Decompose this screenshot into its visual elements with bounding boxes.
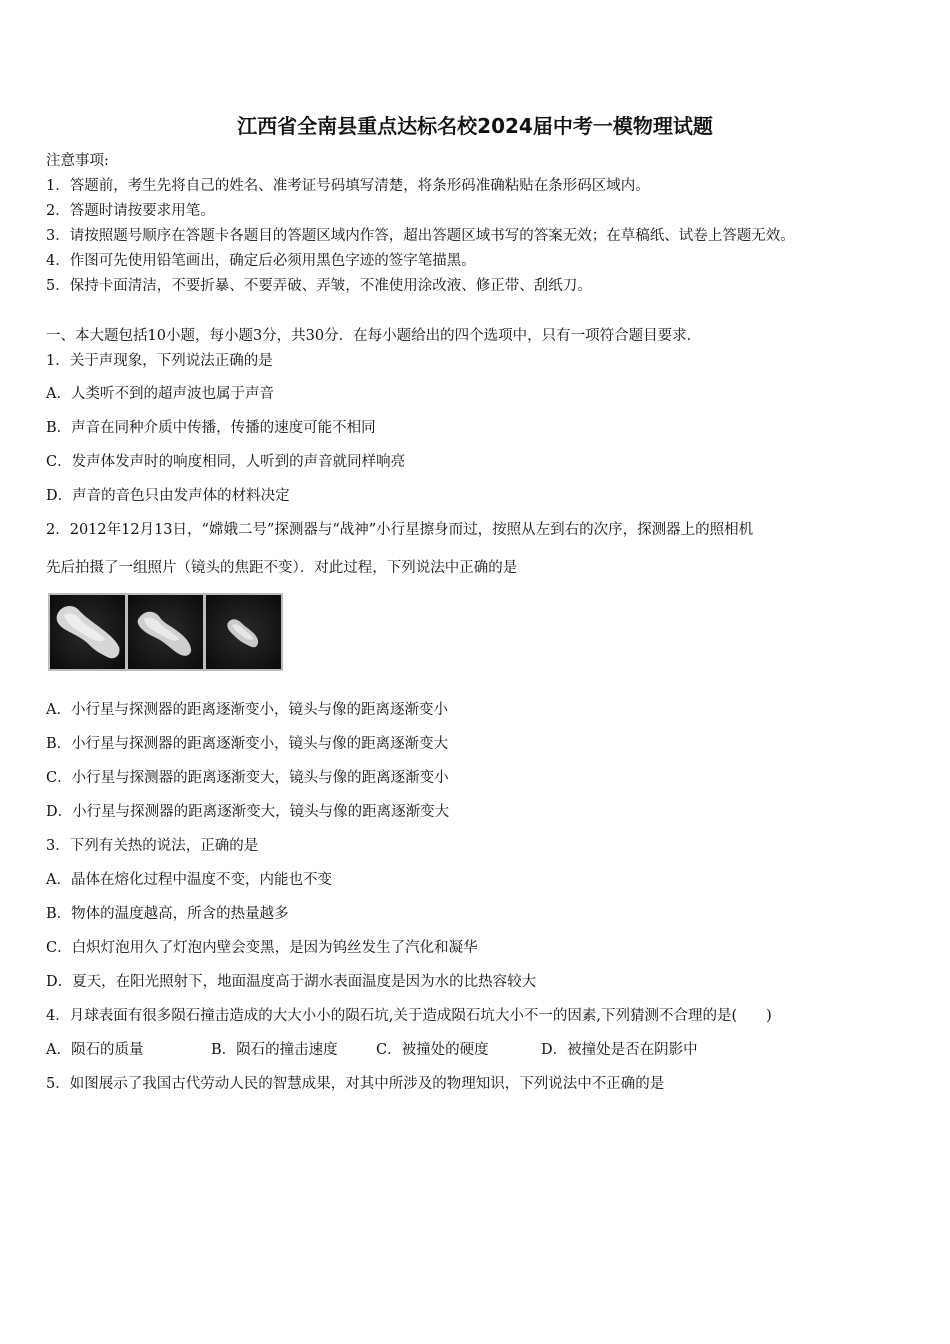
notice-heading: 注意事项: — [46, 153, 109, 169]
section-heading: 一、本大题包括10小题，每小题3分，共30分．在每小题给出的四个选项中，只有一项符合题目要求． — [46, 328, 702, 344]
question-5-stem: 5．如图展示了我国古代劳动人民的智慧成果，对其中所涉及的物理知识，下列说法中不正确的是 — [46, 1076, 665, 1092]
question-1-option-b: B．声音在同种介质中传播，传播的速度可能不相同 — [46, 420, 376, 436]
asteroid-photo-strip — [48, 593, 283, 671]
question-2-option-a: A．小行星与探测器的距离逐渐变小，镜头与像的距离逐渐变小 — [46, 702, 448, 718]
question-2-stem-line1: 2．2012年12月13日，“嫦娥二号”探测器与“战神”小行星擦身而过，按照从左到右的次序，探测器上的照相机 — [46, 522, 754, 538]
question-3-stem: 3．下列有关热的说法，正确的是 — [46, 838, 259, 854]
notice-item: 4．作图可先使用铅笔画出，确定后必须用黑色字迹的签字笔描黑。 — [46, 253, 476, 269]
question-3-option-d: D．夏天，在阳光照射下，地面温度高于湖水表面温度是因为水的比热容较大 — [46, 974, 537, 990]
question-4-option-a: A．陨石的质量 — [46, 1042, 144, 1058]
question-2-option-b: B．小行星与探测器的距离逐渐变小，镜头与像的距离逐渐变大 — [46, 736, 449, 752]
question-2-stem-line2: 先后拍摄了一组照片（镜头的焦距不变）．对此过程，下列说法中正确的是 — [46, 560, 518, 576]
question-4-option-d: D．被撞处是否在阴影中 — [541, 1042, 698, 1058]
question-1-stem: 1．关于声现象，下列说法正确的是 — [46, 353, 273, 369]
notice-item: 5．保持卡面清洁，不要折暴、不要弄破、弄皱，不准使用涂改液、修正带、刮纸刀。 — [46, 278, 592, 294]
question-2-option-d: D．小行星与探测器的距离逐渐变大，镜头与像的距离逐渐变大 — [46, 804, 450, 820]
question-4-option-b: B．陨石的撞击速度 — [211, 1042, 338, 1058]
asteroid-photo-2 — [128, 595, 203, 669]
page-title: 江西省全南县重点达标名校2024届中考一模物理试题 — [237, 114, 713, 138]
notice-item: 1．答题前，考生先将自己的姓名、准考证号码填写清楚，将条形码准确粘贴在条形码区域内。 — [46, 178, 650, 194]
question-2-option-c: C．小行星与探测器的距离逐渐变大，镜头与像的距离逐渐变小 — [46, 770, 449, 786]
question-3-option-b: B．物体的温度越高，所含的热量越多 — [46, 906, 289, 922]
question-4-option-c: C．被撞处的硬度 — [376, 1042, 489, 1058]
question-1-option-d: D．声音的音色只由发声体的材料决定 — [46, 488, 290, 504]
question-3-option-c: C．白炽灯泡用久了灯泡内壁会变黑，是因为钨丝发生了汽化和凝华 — [46, 940, 478, 956]
question-3-option-a: A．晶体在熔化过程中温度不变，内能也不变 — [46, 872, 332, 888]
question-4-options — [46, 1041, 698, 1059]
question-1-option-c: C．发声体发声时的响度相同，人听到的声音就同样响亮 — [46, 454, 406, 470]
question-4-stem: 4．月球表面有很多陨石撞击造成的大大小小的陨石坑,关于造成陨石坑大小不一的因素,下列猜测不合理的是( ) — [46, 1008, 772, 1024]
asteroid-photo-1 — [50, 595, 125, 669]
question-1-option-a: A．人类听不到的超声波也属于声音 — [46, 386, 274, 402]
notice-item: 3．请按照题号顺序在答题卡各题目的答题区域内作答，超出答题区域书写的答案无效；在草稿纸、试卷上答题无效。 — [46, 228, 795, 244]
asteroid-photo-3 — [206, 595, 281, 669]
notice-item: 2．答题时请按要求用笔。 — [46, 203, 215, 219]
